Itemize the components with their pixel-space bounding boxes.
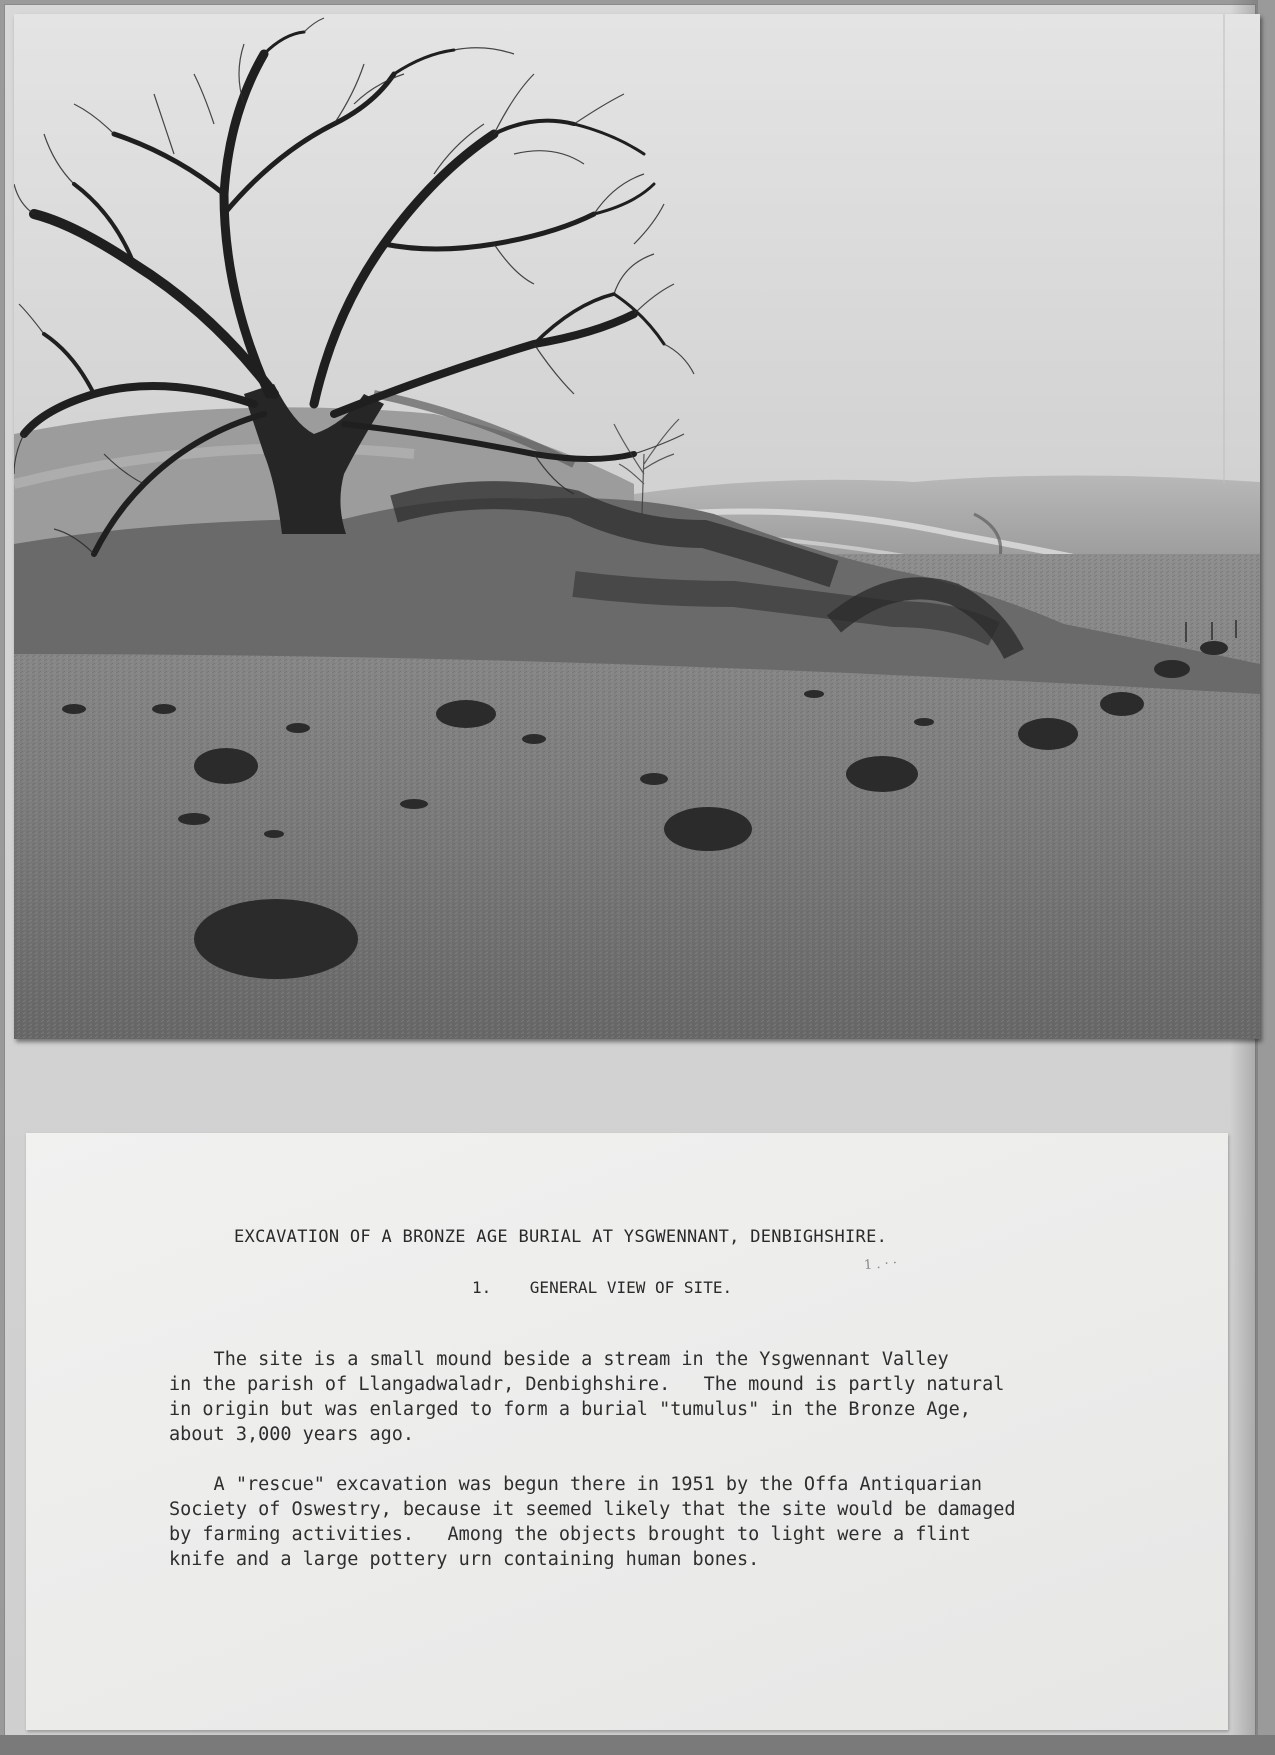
- caption-subtitle: 1. GENERAL VIEW OF SITE.: [472, 1278, 733, 1297]
- page-bottom-edge: [0, 1735, 1275, 1755]
- pencil-annotation: 1 . · ·: [863, 1255, 898, 1274]
- caption-paragraph-2: A "rescue" excavation was begun there in 1951 by the Offa Antiquarian Society of Oswestry, because it seemed likely that the site would be damaged by farming activities. Among the objects brought to light were a flint knife and a large pottery urn containing human bones.: [169, 1474, 1016, 1570]
- caption-paragraph-1: The site is a small mound beside a stream in the Ysgwennant Valley in the parish of Llangadwaladr, Denbighshire. The mound is partly natural in origin but was enlarged to form a burial "tumulus" in the Bronze Age, about 3,000 years ago.: [169, 1349, 1005, 1445]
- typed-caption-label: [26, 1133, 1228, 1730]
- site-photograph: [14, 14, 1260, 1039]
- caption-title: EXCAVATION OF A BRONZE AGE BURIAL AT YSGWENNANT, DENBIGHSHIRE.: [234, 1227, 888, 1247]
